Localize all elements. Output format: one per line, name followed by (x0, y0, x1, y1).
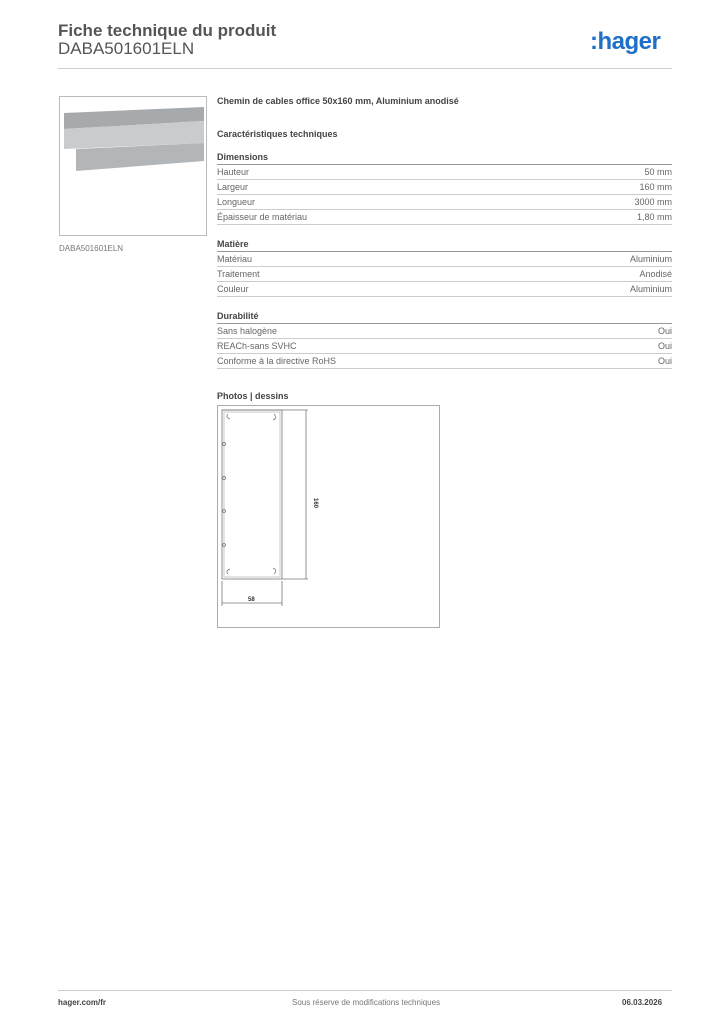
footer-website-link[interactable]: hager.com/fr (58, 998, 107, 1007)
spec-label: Largeur (217, 182, 249, 192)
header-divider (58, 68, 672, 69)
spec-sections (217, 152, 672, 369)
footer-disclaimer: Sous réserve de modifications techniques (292, 998, 441, 1007)
height-dimension-label: 160 (312, 498, 318, 509)
technical-drawing (217, 405, 440, 628)
spec-value: 1,80 mm (636, 212, 672, 222)
footer-date: 06.03.2026 (622, 998, 663, 1007)
spec-label: REACh-sans SVHC (217, 341, 297, 351)
width-dimension-label: 58 (248, 597, 255, 603)
profile-drawing (218, 406, 439, 627)
section-heading: Durabilité (217, 311, 672, 324)
spec-row (217, 267, 672, 282)
cable-tray-picture (60, 97, 206, 235)
spec-label: Conforme à la directive RoHS (217, 356, 337, 366)
spec-row (217, 180, 672, 195)
spec-row (217, 210, 672, 225)
spec-row (217, 195, 672, 210)
hager-logo: :hager (590, 28, 661, 55)
spec-value: Anodisé (639, 269, 672, 279)
spec-row (217, 339, 672, 354)
footer-divider (58, 990, 672, 991)
spec-value: Oui (657, 356, 672, 366)
spec-label: Sans halogène (217, 326, 278, 336)
spec-row (217, 324, 672, 339)
product-title: Chemin de cables office 50x160 mm, Aluminium anodisé (217, 96, 459, 106)
spec-label: Hauteur (217, 167, 250, 177)
image-caption: DABA501601ELN (59, 244, 124, 253)
spec-value: Oui (657, 341, 672, 351)
spec-row (217, 252, 672, 267)
spec-label: Traitement (217, 269, 260, 279)
spec-column (217, 96, 672, 401)
characteristics-title: Caractéristiques techniques (217, 129, 338, 139)
spec-label: Longueur (217, 197, 256, 207)
spec-row (217, 354, 672, 369)
spec-label: Matériau (217, 254, 253, 264)
spec-label: Couleur (217, 284, 249, 294)
spec-row (217, 165, 672, 180)
spec-row (217, 282, 672, 297)
product-image (59, 96, 207, 236)
photos-title: Photos | dessins (217, 391, 289, 401)
product-code: DABA501601ELN (58, 39, 195, 58)
page-title: Fiche technique du produit (58, 21, 277, 40)
spec-value: Aluminium (629, 254, 672, 264)
section-heading: Dimensions (217, 152, 672, 165)
spec-section (217, 152, 672, 225)
section-heading: Matière (217, 239, 672, 252)
spec-value: 3000 mm (634, 197, 672, 207)
spec-value: 160 mm (639, 182, 672, 192)
spec-value: Oui (657, 326, 672, 336)
spec-section (217, 239, 672, 297)
spec-value: Aluminium (629, 284, 672, 294)
spec-section (217, 311, 672, 369)
spec-value: 50 mm (644, 167, 672, 177)
spec-label: Épaisseur de matériau (217, 212, 308, 222)
